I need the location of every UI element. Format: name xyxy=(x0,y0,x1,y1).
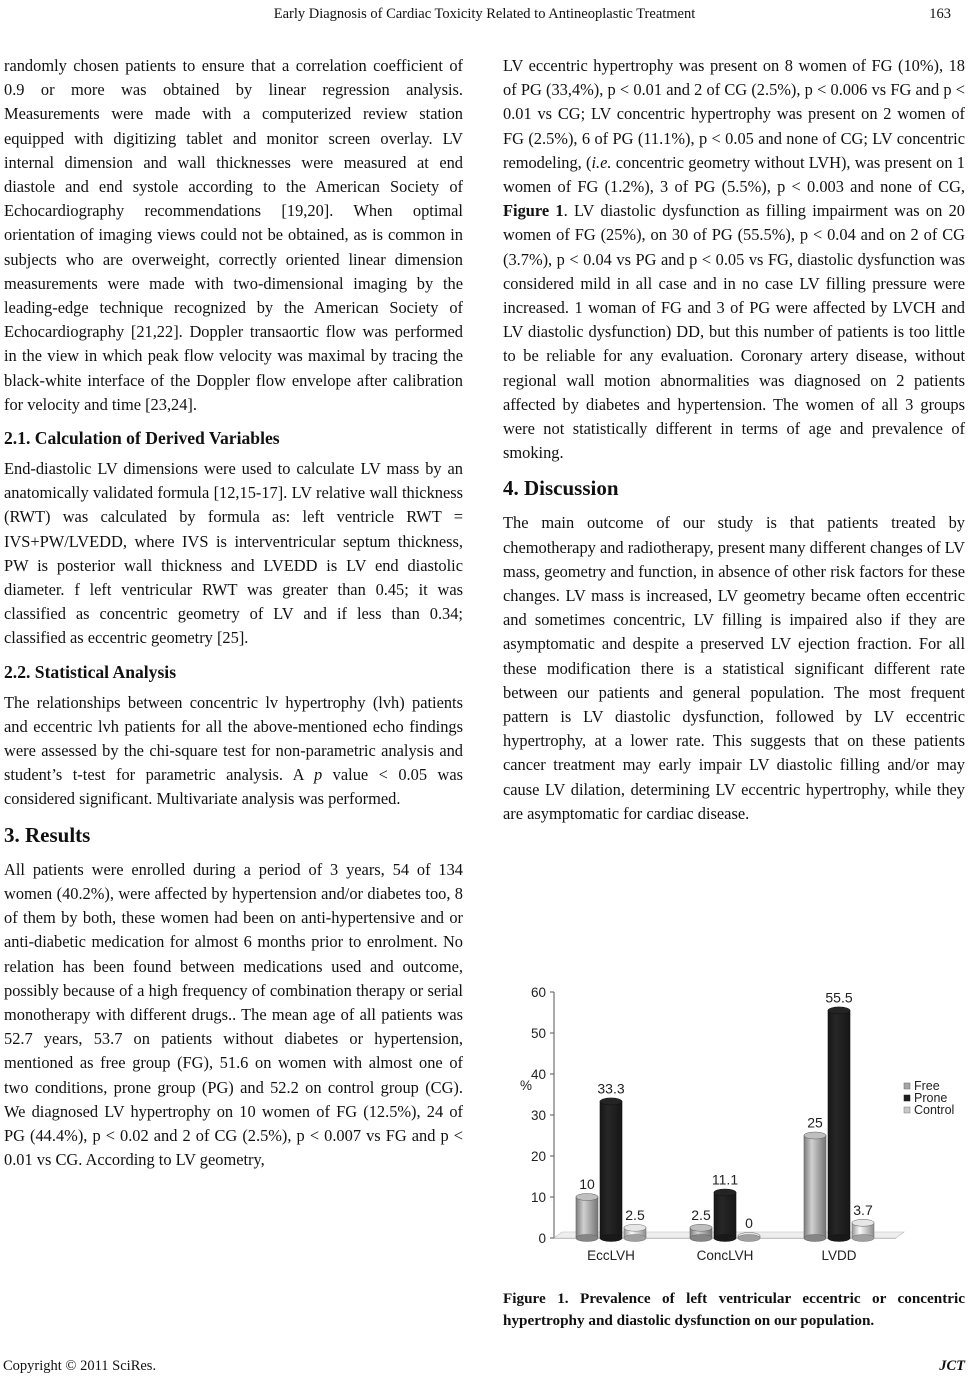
y-tick-label: 40 xyxy=(530,1067,546,1082)
y-tick-label: 10 xyxy=(530,1190,546,1205)
bar-base-free-conclvh xyxy=(690,1235,712,1242)
running-title: Early Diagnosis of Cardiac Toxicity Related to Antineoplastic Treatment xyxy=(273,6,696,22)
bar-chart xyxy=(506,970,966,1280)
x-tick-label: EccLVH xyxy=(587,1248,635,1263)
data-label: 2.5 xyxy=(625,1206,645,1223)
page-number: 163 xyxy=(929,6,951,22)
y-tick-label: 50 xyxy=(530,1026,546,1041)
bar-prone-ecclvh xyxy=(600,1101,622,1238)
x-tick-label: ConcLVH xyxy=(696,1248,754,1263)
bar-base-free-ecclvh xyxy=(576,1235,598,1242)
paragraph-results-continued: LV eccentric hypertrophy was present on 8 women of FG (10%), 18 of PG (33,4%), p < 0.01 and 2 of CG (2.5%), p < 0.006 vs FG and p < 0.01 vs CG; LV concentric hypertrophy was present on 2 women of FG (2.5%), 6 of PG (11.1%), p < 0.05 and none of CG; LV concentric remodeling, (i.e. concentric geometry without LVH), was present on 1 women of FG (1.2%), 3 of PG (5.5%), p < 0.003 and none of CG, Figure 1. LV diastolic dysfunction as filling impairment was on 20 women of FG (25%), on 30 of PG (55.5%), p < 0.04 and on 2 of CG (3.7%), p < 0.04 vs PG and p < 0.05 vs FG, diastolic dysfunction was considered mild in all case and in no case LV filling pressure were increased. 1 woman of FG and 3 of PG were affected by LVCH and LV diastolic dysfunction) DD, but this number of patients is too little to be reliable for any evaluation. Coronary artery disease, without regional wall motion abnormalities was diagnosed on 2 patients affected by diabetes and hypertension. The women of all 3 groups were not statistically different in terms of age and prevalence of smoking. xyxy=(503,56,965,463)
bar-free-ecclvh xyxy=(576,1197,598,1238)
bar-free-lvdd xyxy=(804,1136,826,1239)
bar-cap-prone-lvdd xyxy=(828,1007,850,1014)
bar-base-control-conclvh xyxy=(738,1235,760,1242)
bar-base-free-lvdd xyxy=(804,1235,826,1242)
journal-abbreviation: JCT xyxy=(939,1358,965,1374)
x-tick-label: LVDD xyxy=(821,1248,857,1263)
paragraph-discussion: The main outcome of our study is that patients treated by chemotherapy and radiotherapy, present many different changes of LV mass, geometry and function, in absence of other risk factors for these changes. LV mass is increased, LV geometry became often eccentric and sometimes concentric, LV filling is impaired also if they are asymptomatic and despite a preserved LV ejection fraction. For all these modification there is a statistical significant different rate between our patients and general population. The most frequent pattern is LV diastolic dysfunction, followed by LV eccentric hypertrophy, at a lower rate. This suggests that on these patients cancer treatment may early impair LV diastolic filling and/or may cause LV dilation, determining LV eccentric hypertrophy, while they are asymptomatic for cardiac disease. xyxy=(503,513,965,823)
bar-cap-free-lvdd xyxy=(804,1132,826,1139)
heading-derived-variables: 2.1. Calculation of Derived Variables xyxy=(4,428,280,449)
bar-base-control-ecclvh xyxy=(624,1235,646,1242)
bar-base-prone-ecclvh xyxy=(600,1235,622,1242)
paragraph-methods-measurements: randomly chosen patients to ensure that a correlation coefficient of 0.9 or more was obtained by linear regression analysis. Measurements were made with a computerized review station equipped with digitizing tablet and monitor screen overlay. LV internal dimension and wall thicknesses were measured at end diastole and end systole according to the American Society of Echocardiography recommendations [19,20]. When optimal orientation of imaging views could not be obtained, as is common in subjects who are overweight, correctly oriented linear dimension measurements were made with two-dimensional imaging by the leading-edge technique recognized by the American Society of Echocardiography [21,22]. Doppler transaortic flow was performed in the view in which peak flow velocity was maximal by tracing the black-white interface of the Doppler flow envelope after calibration for velocity and time [23,24]. xyxy=(4,56,463,414)
bar-cap-prone-conclvh xyxy=(714,1189,736,1196)
legend-swatch-prone xyxy=(904,1095,910,1101)
y-axis-label: % xyxy=(520,1078,533,1093)
paragraph-statistical-analysis: The relationships between concentric lv hypertrophy (lvh) patients and eccentric lvh patients for all the above-mentioned echo findings were assessed by the chi-square test for non-parametric analysis and student’s t-test for parametric analysis. A p value < 0.05 was considered significant. Multivariate analysis was performed. xyxy=(4,692,463,809)
figure-reference[interactable]: Figure 1 xyxy=(503,201,564,221)
y-tick-label: 60 xyxy=(530,985,546,1000)
copyright: Copyright © 2011 SciRes. xyxy=(3,1358,157,1374)
legend-swatch-control xyxy=(904,1107,910,1113)
bar-cap-prone-ecclvh xyxy=(600,1098,622,1105)
legend-swatch-free xyxy=(904,1083,910,1089)
bar-base-prone-lvdd xyxy=(828,1235,850,1242)
data-label: 25 xyxy=(807,1114,823,1131)
right-column xyxy=(503,54,965,826)
bar-cap-free-conclvh xyxy=(690,1224,712,1231)
data-label: 33.3 xyxy=(597,1080,625,1097)
data-label: 3.7 xyxy=(853,1201,873,1218)
data-label: 0 xyxy=(745,1215,753,1231)
bar-prone-lvdd xyxy=(828,1010,850,1238)
bar-cap-free-ecclvh xyxy=(576,1194,598,1201)
paragraph-derived-variables: End-diastolic LV dimensions were used to calculate LV mass by an anatomically validated formula [12,15-17]. LV relative wall thickness (RWT) was calculated by formula as: left ventricle RWT = IVS+PW/LVEDD, where IVS is interventricular septum thickness, PW is posterior wall thickness and LVEDD is LV end diastolic diameter. f left ventricular RWT was greater than 0.45; it was classified as concentric geometry of LV and if less than 0.34; classified as eccentric geometry [25]. xyxy=(4,459,463,648)
page-header xyxy=(0,6,969,28)
data-label: 11.1 xyxy=(711,1171,739,1188)
data-label: 2.5 xyxy=(691,1206,711,1223)
figure-1-chart xyxy=(506,970,966,1280)
bar-base-prone-conclvh xyxy=(714,1235,736,1242)
bar-cap-control-lvdd xyxy=(852,1219,874,1226)
y-tick-label: 30 xyxy=(530,1108,546,1123)
y-tick-label: 0 xyxy=(538,1231,546,1246)
y-tick-label: 20 xyxy=(530,1149,546,1164)
heading-discussion: 4. Discussion xyxy=(503,476,619,501)
data-label: 10 xyxy=(579,1176,595,1192)
heading-results: 3. Results xyxy=(4,822,91,847)
legend-label-free: Free xyxy=(914,1079,940,1093)
bar-base-control-lvdd xyxy=(852,1235,874,1242)
bar-prone-conclvh xyxy=(714,1192,736,1238)
legend-label-control: Control xyxy=(914,1103,955,1117)
figure-caption: Figure 1. Prevalence of left ventricular eccentric or concentric hypertrophy and diastolic dysfunction on our population. xyxy=(503,1290,965,1329)
paragraph-results: All patients were enrolled during a period of 3 years, 54 of 134 women (40.2%), were affected by hypertension and/or diabetes too, 8 of them by both, these women had been on anti-hypertensive and or anti-diabetic medication for almost 6 months prior to enrolment. No relation has been found between medications used and outcome, possibly because of a high frequency of combination therapy or serial monotherapy with different drugs.. The mean age of all patients was 52.7 years, 53.7 on patients without diabetes or hypertension, mentioned as free group (FG), 51.6 on women with almost one of two conditions, prone group (PG) and 52.2 on control group (CG). We diagnosed LV hypertrophy on 10 women of FG (12.5%), 24 of PG (44.4%), p < 0.02 and 2 of CG (2.5%), p < 0.007 vs FG and p < 0.01 vs CG. According to LV geometry, xyxy=(4,859,463,1170)
heading-statistical-analysis: 2.2. Statistical Analysis xyxy=(4,661,177,682)
bar-cap-control-ecclvh xyxy=(624,1224,646,1231)
data-label: 55.5 xyxy=(825,989,853,1006)
legend-label-prone: Prone xyxy=(914,1091,948,1105)
left-column xyxy=(4,54,463,1172)
